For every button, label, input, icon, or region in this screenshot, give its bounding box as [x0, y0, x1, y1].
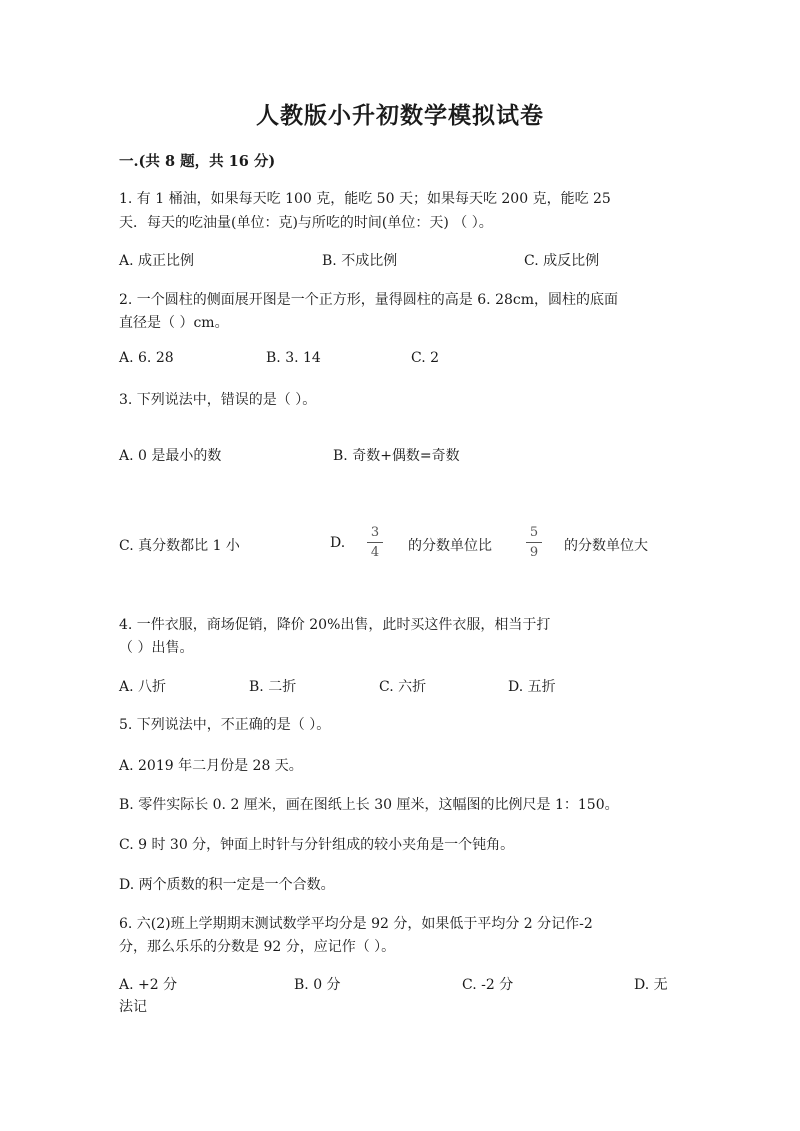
q6-option-b: B. 0 分: [294, 977, 341, 993]
fraction-2-numerator: 5: [529, 525, 539, 540]
q3-option-c: C. 真分数都比 1 小: [119, 538, 240, 554]
fraction-1-bar: [367, 542, 383, 543]
fraction-five-ninths: [525, 525, 543, 560]
question-3-line-1: 3. 下列说法中，错误的是（ ）。: [119, 392, 317, 408]
q4-option-d: D. 五折: [508, 679, 556, 695]
q6-option-a: A. +2 分: [119, 977, 178, 993]
fraction-1-denominator: 4: [370, 545, 380, 560]
q5-option-d: D. 两个质数的积一定是一个合数。: [119, 877, 335, 893]
fraction-2-denominator: 9: [529, 545, 539, 560]
question-1-line-1: 1. 有 1 桶油，如果每天吃 100 克，能吃 50 天；如果每天吃 200 克，能吃 25: [119, 191, 611, 207]
q5-option-a: A. 2019 年二月份是 28 天。: [119, 758, 303, 774]
q4-option-a: A. 八折: [119, 679, 167, 695]
q3-option-d-suffix: 的分数单位大: [564, 538, 648, 554]
question-5-line-1: 5. 下列说法中，不正确的是（ ）。: [119, 717, 331, 733]
q5-option-c: C. 9 时 30 分，钟面上时针与分针组成的较小夹角是一个钝角。: [119, 837, 515, 853]
q1-option-b: B. 不成比例: [322, 253, 398, 269]
q2-option-c: C. 2: [411, 350, 440, 366]
question-2-line-1: 2. 一个圆柱的侧面展开图是一个正方形，量得圆柱的高是 6. 28cm，圆柱的底面: [119, 292, 618, 308]
page-title: 人教版小升初数学模拟试卷: [256, 102, 544, 129]
question-6-line-1: 6. 六(2)班上学期期末测试数学平均分是 92 分，如果低于平均分 2 分记作-2: [119, 916, 593, 932]
q4-option-c: C. 六折: [379, 679, 427, 695]
question-4-line-2: （ ）出售。: [119, 640, 194, 656]
q5-option-b: B. 零件实际长 0. 2 厘米，画在图纸上长 30 厘米，这幅图的比例尺是 1：150。: [119, 797, 619, 813]
q4-option-b: B. 二折: [249, 679, 297, 695]
question-4-line-1: 4. 一件衣服，商场促销，降价 20%出售，此时买这件衣服，相当于打: [119, 617, 551, 633]
fraction-three-quarters: [366, 525, 384, 560]
q6-option-d: D. 无: [634, 977, 668, 993]
fraction-1-numerator: 3: [370, 525, 380, 540]
q3-option-d-middle: 的分数单位比: [408, 538, 492, 554]
question-2-line-2: 直径是（ ）cm。: [119, 315, 229, 331]
q6-option-c: C. -2 分: [462, 977, 514, 993]
question-1-line-2: 天．每天的吃油量(单位：克)与所吃的时间(单位：天) （ ）。: [119, 215, 493, 231]
q6-option-d-continued: 法记: [119, 999, 147, 1015]
q3-option-d-prefix: D.: [330, 535, 346, 551]
fraction-2-bar: [526, 542, 542, 543]
q2-option-b: B. 3. 14: [266, 350, 321, 366]
q3-option-a: A. 0 是最小的数: [119, 448, 222, 464]
q2-option-a: A. 6. 28: [119, 350, 174, 366]
q1-option-c: C. 成反比例: [524, 253, 600, 269]
question-6-line-2: 分，那么乐乐的分数是 92 分，应记作（ ）。: [119, 939, 396, 955]
q1-option-a: A. 成正比例: [119, 253, 195, 269]
q3-option-b: B. 奇数+偶数=奇数: [333, 448, 460, 464]
section-heading: 一.(共 8 题，共 16 分): [119, 153, 276, 170]
